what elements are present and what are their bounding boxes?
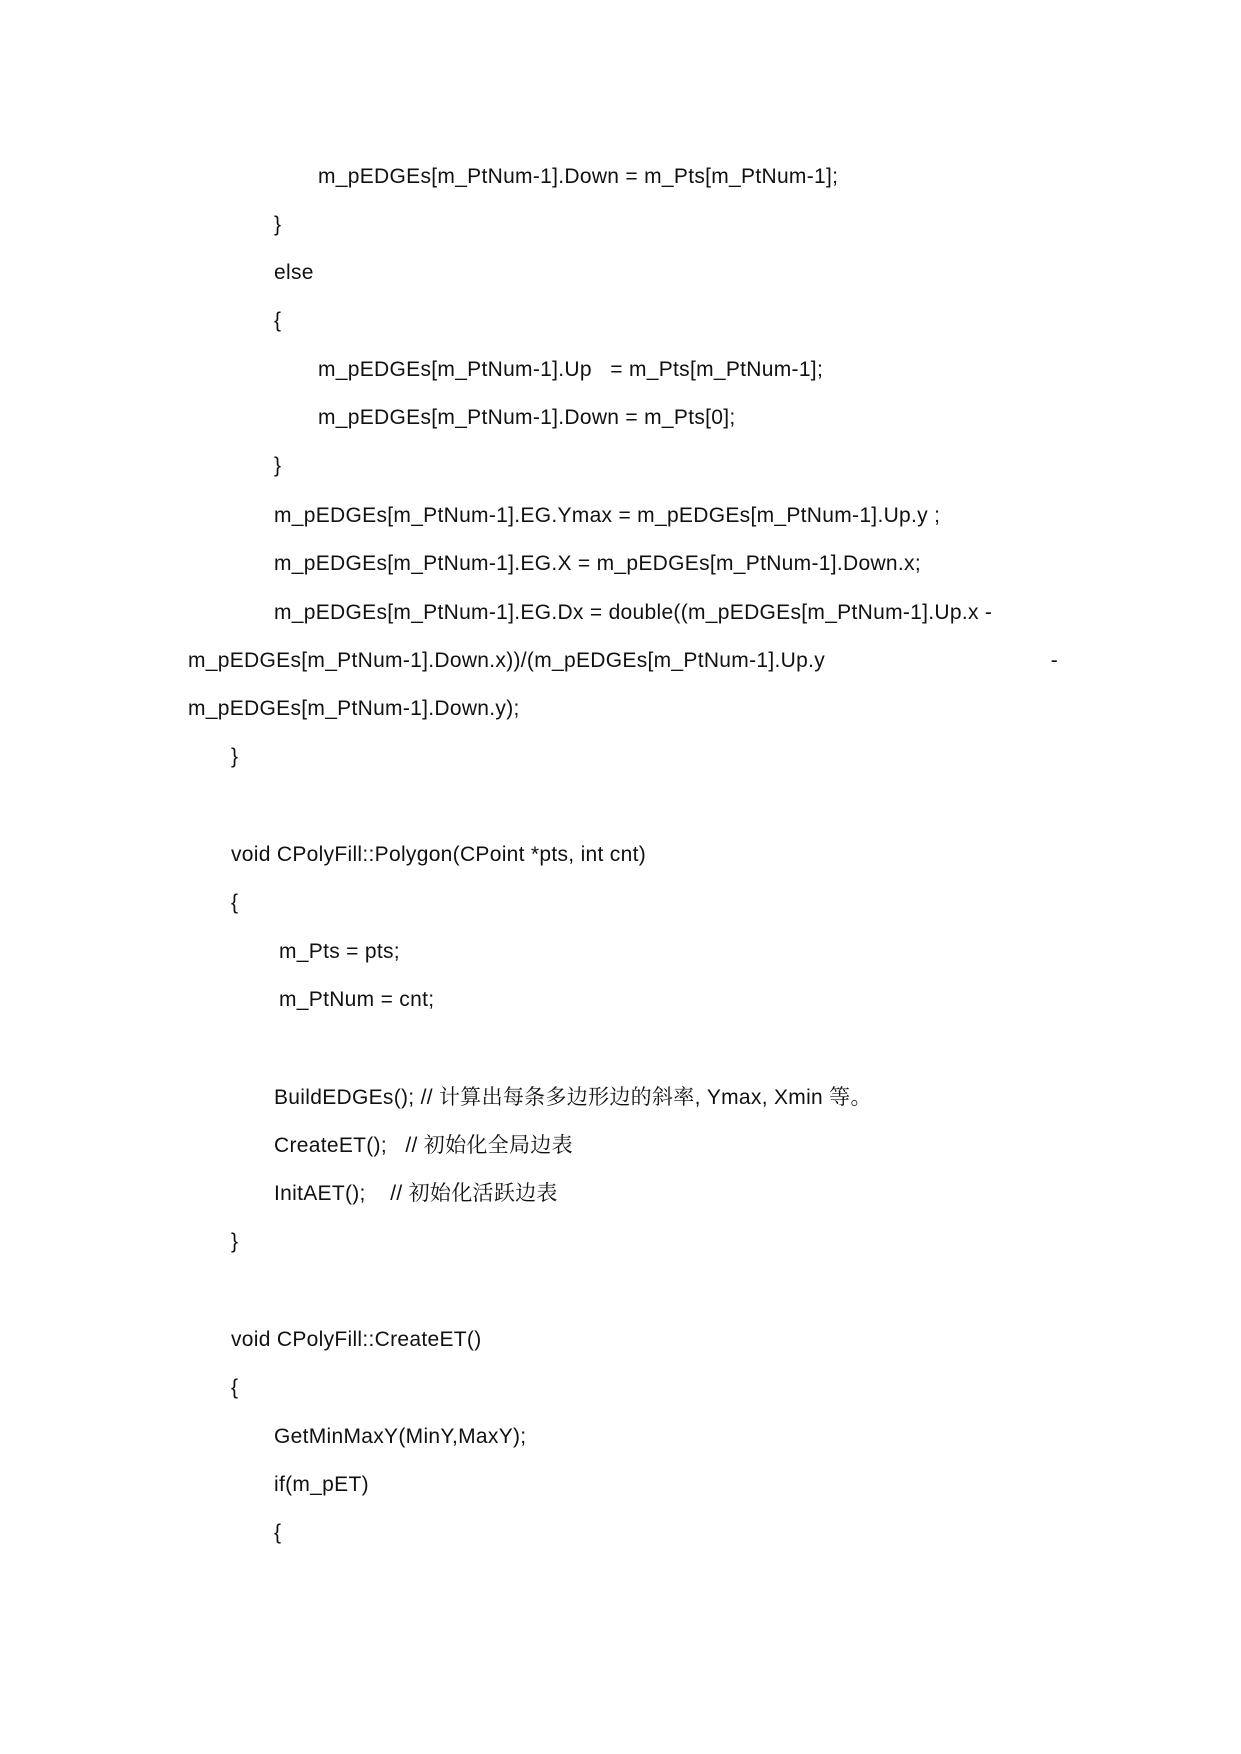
code-line: CreateET(); // 初始化全局边表 [274, 1134, 573, 1157]
code-line: BuildEDGEs(); // 计算出每条多边形边的斜率, Ymax, Xmin 等。 [274, 1086, 872, 1109]
code-line: m_pEDGEs[m_PtNum-1].Down = m_Pts[0]; [318, 406, 736, 429]
code-line: m_pEDGEs[m_PtNum-1].Down = m_Pts[m_PtNum-1]; [318, 165, 839, 188]
code-line: m_Pts = pts; [279, 940, 400, 963]
code-line: m_pEDGEs[m_PtNum-1].Up = m_Pts[m_PtNum-1]; [318, 358, 824, 381]
code-line: { [231, 891, 239, 914]
code-line: if(m_pET) [274, 1473, 369, 1496]
code-line-part: - [1050, 649, 1058, 672]
code-line: m_PtNum = cnt; [279, 988, 435, 1011]
code-line: m_pEDGEs[m_PtNum-1].Down.y); [188, 697, 520, 720]
code-line: void CPolyFill::CreateET() [231, 1328, 482, 1351]
code-line: m_pEDGEs[m_PtNum-1].EG.X = m_pEDGEs[m_PtNum-1].Down.x; [274, 552, 921, 575]
code-line: } [231, 1230, 239, 1253]
code-line: m_pEDGEs[m_PtNum-1].EG.Dx = double((m_pEDGEs[m_PtNum-1].Up.x - [274, 601, 993, 624]
code-line: InitAET(); // 初始化活跃边表 [274, 1182, 558, 1205]
code-line: } [274, 213, 282, 236]
code-line-wrapped [188, 647, 1058, 675]
code-line: { [274, 309, 282, 332]
code-line: m_pEDGEs[m_PtNum-1].EG.Ymax = m_pEDGEs[m_PtNum-1].Up.y ; [274, 504, 941, 527]
code-line: void CPolyFill::Polygon(CPoint *pts, int cnt) [231, 843, 646, 866]
code-line: GetMinMaxY(MinY,MaxY); [274, 1425, 527, 1448]
code-line: } [231, 745, 239, 768]
code-line-part: m_pEDGEs[m_PtNum-1].Down.x))/(m_pEDGEs[m_PtNum-1].Up.y [188, 649, 826, 672]
code-line: { [231, 1376, 239, 1399]
code-line: else [274, 261, 314, 284]
code-line: { [274, 1521, 282, 1544]
code-line: } [274, 454, 282, 477]
